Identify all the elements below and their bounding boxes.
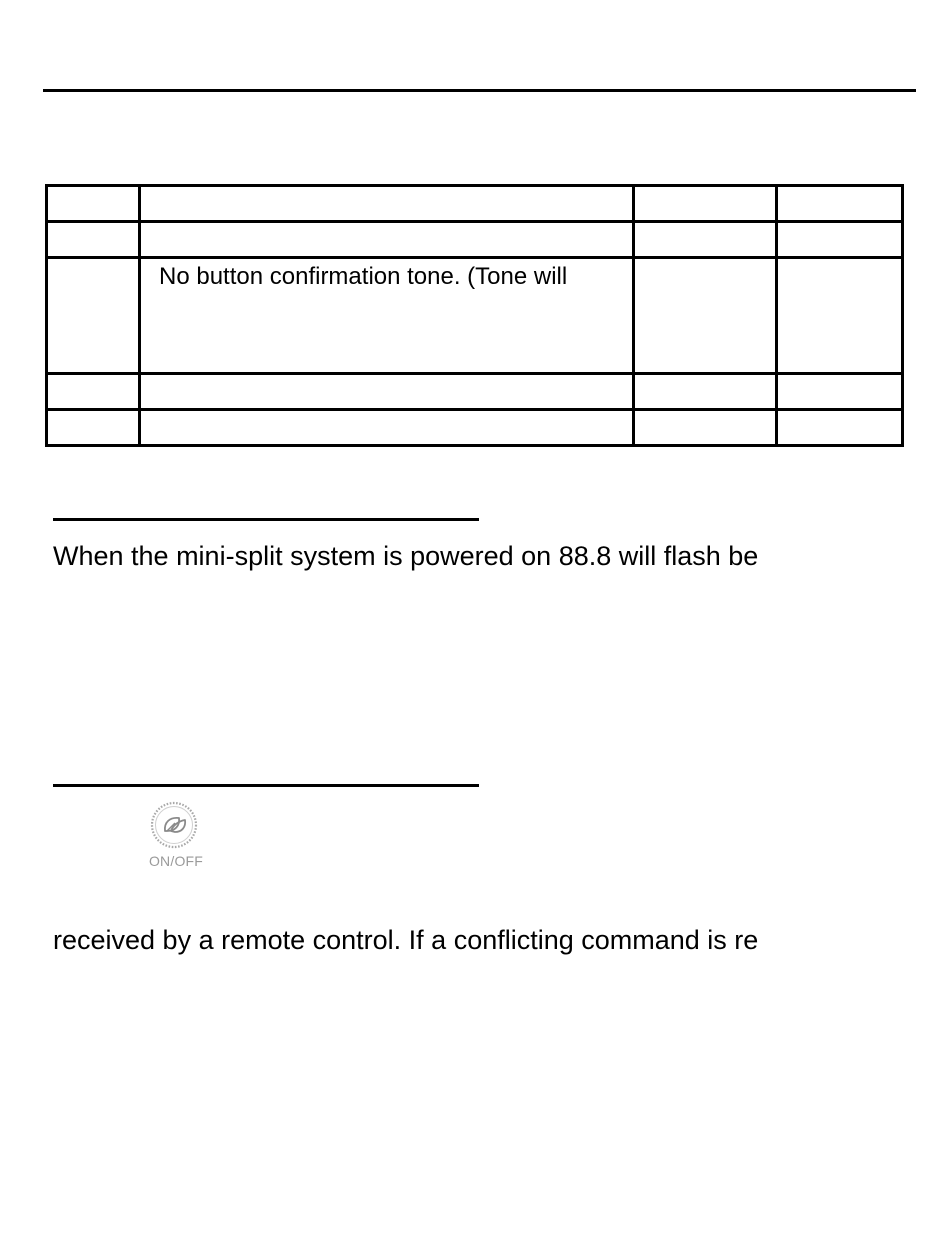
spec-table	[45, 184, 904, 447]
table-cell	[47, 222, 140, 258]
tone-description-cell	[140, 258, 634, 374]
table-cell	[47, 374, 140, 410]
table-cell	[777, 374, 903, 410]
table-cell	[47, 258, 140, 374]
table-row	[47, 410, 903, 446]
table-row	[47, 222, 903, 258]
header-rule	[43, 89, 916, 92]
table-cell	[140, 410, 634, 446]
table-row	[47, 258, 903, 374]
table-cell	[634, 374, 777, 410]
tone-description-text: No button confirmation tone. (Tone will	[159, 263, 568, 290]
leaf-icon	[149, 800, 199, 850]
power-on-paragraph: When the mini-split system is powered on 88.8 will flash be	[53, 541, 759, 571]
table-cell	[47, 186, 140, 222]
table-cell	[140, 222, 634, 258]
table-row	[47, 186, 903, 222]
section-rule	[53, 518, 479, 521]
table-cell	[777, 258, 903, 374]
table-cell	[634, 222, 777, 258]
table-cell	[140, 186, 634, 222]
remote-paragraph: received by a remote control. If a conflicting command is re	[53, 925, 759, 955]
table-cell	[47, 410, 140, 446]
table-cell	[777, 410, 903, 446]
table-cell	[634, 258, 777, 374]
section-rule	[53, 784, 479, 787]
on-off-label: ON/OFF	[148, 853, 204, 869]
table-cell	[777, 186, 903, 222]
table-row	[47, 374, 903, 410]
table-cell	[777, 222, 903, 258]
table-cell	[634, 410, 777, 446]
on-off-button[interactable]	[142, 800, 210, 874]
table-cell	[634, 186, 777, 222]
table-cell	[140, 374, 634, 410]
